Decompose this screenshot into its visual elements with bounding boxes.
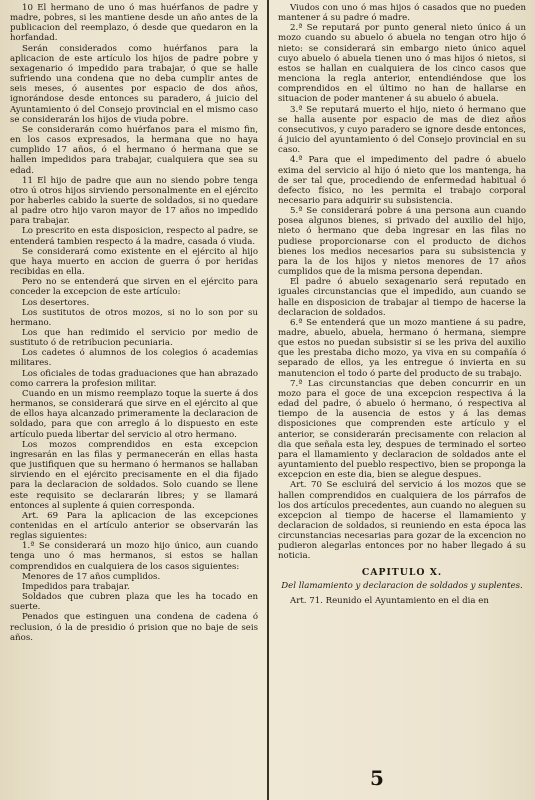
paragraph: Lo prescrito en esta disposicion, respecto al padre, se entenderá tambien respecto á la madre, casada ó viuda. <box>10 226 258 247</box>
paragraph: Pero no se entenderá que sirven en el ejército para conceder la excepcion de este artículo: <box>10 277 258 298</box>
signature-mark: 5 <box>370 766 384 790</box>
chapter-title: CAPITULO X. <box>361 566 443 578</box>
paragraph: 3.ª Se reputará muerto el hijo, nieto ó hermano que se halla ausente por espacio de mas de diez años consecutivos, y cuyo paradero se ignore desde entonces, á juicio del ayuntamiento ó del Consejo provincial en su caso. <box>278 104 526 156</box>
paragraph: 4.ª Para que el impedimento del padre ó abuelo exima del servicio al hijo ó nieto que los mantenga, ha de ser tal que, procediendo de enfermedad habitual ó defecto físico, no les permita el trabajo corporal necesario para adquirir su subsistencia. <box>278 155 526 206</box>
paragraph: 1.ª Se considerará un mozo hijo único, aun cuando tenga uno ó mas hermanos, si estos se hallan comprendidos en cualquiera de los casos siguientes: <box>10 541 258 572</box>
paragraph: El padre ó abuelo sexagenario será reputado en iguales circunstancias que el impedido, aun cuando se halle en disposicion de trabajar al tiempo de hacerse la declaracion de soldados. <box>278 277 526 318</box>
paragraph: 7.ª Las circunstancias que deben concurrir en un mozo para el goce de una excepcion respectiva á la edad del padre, ó abuelo ó hermano, ó respectiva al tiempo de la ausencia de estos y á las demas disposiciones que comprenden este artículo y el anterior, se considerarán precisamente con relacion al dia que señala esta ley, despues de terminado el sorteo para el llamamiento y declaracion de soldados ante el ayuntamiento del pueblo respectivo, bien se proponga la excepcion en este dia, bien se alegue despues. <box>278 378 526 481</box>
article-71-line: Art. 71. Reunido el Ayuntamiento en el dia en <box>290 595 489 606</box>
paragraph: Se considerarán como huérfanos para el mismo fin, en los casos expresados, la hermana que no haya cumplido 17 años, ó el hermano ó hermana que se hallen impedidos para trabajar, cualquiera que sea su edad. <box>10 124 258 176</box>
paragraph: Art. 69 Para la aplicacion de las excepciones contenidas en el artículo anterior se observarán las reglas siguientes: <box>10 510 258 542</box>
paragraph: Viudos con uno ó mas hijos ó casados que no pueden mantener á su padre ó madre. <box>278 3 526 24</box>
chapter-subtitle: Del llamamiento y declaracion de soldados y suplentes. <box>281 580 523 591</box>
paragraph: Los desertores. <box>22 297 90 308</box>
paragraph: Se considerará como existente en el ejército al hijo que haya muerto en accion de guerra ó por heridas recibidas en ella. <box>10 246 258 278</box>
paragraph: 5.ª Se considerará pobre á una persona aun cuando posea algunos bienes, si privado del auxilio del hijo, nieto ó hermano que deba ingresar en las filas no pudiese proporcionarse con el producto de dichos bienes los medios necesarios para su subsistencia y para la de los hijos y nietos menores de 17 años cumplidos que de la misma persona dependan. <box>278 206 526 278</box>
paragraph: Cuando en un mismo reemplazo toque la suerte á dos hermanos, se considerará que sirve en el ejército al que de ellos haya alcanzado primeramente la declaracion de soldado, para que con arreglo á lo dispuesto en este artículo pueda libertar del servicio al otro hermano. <box>10 388 258 440</box>
paragraph: 10 El hermano de uno ó mas huérfanos de padre y madre, pobres, si les mantiene desde un año antes de la publicacion del reemplazo, ó desde que quedaron en la horfandad. <box>10 3 258 44</box>
left-text-column <box>10 3 258 793</box>
paragraph: Serán considerados como huérfanos para la aplicacion de este artículo los hijos de padre pobre y sexagenario ó impedido para trabajar, ó que se halle sufriendo una condena que no deba cumplir antes de seis meses, ó ausentes por espacio de dos años, ignorándose desde entonces su paradero, á juicio del Ayuntamiento ó del Consejo provincial en el mismo caso se considerarán los hijos de viuda pobre. <box>10 43 258 125</box>
paragraph: Art. 70 Se escluirá del servicio á los mozos que se hallen comprendidos en cualquiera de los párrafos de los dos artículos precedentes, aun cuando no aleguen su excepcion al tiempo de hacerse el llamamiento y declaracion de soldados, si reuniendo en esta época las circunstancias necesarias para gozar de la excencion no pudieron alegarlas entonces por no haber llegado á su noticia. <box>278 480 526 562</box>
paragraph: 2.ª Se reputará por punto general nieto único á un mozo cuando su abuelo ó abuela no tengan otro hijo ó nieto: se considerará sin embargo nieto único aquel cuyo abuelo ó abuela tienen uno ó mas hijos ó nietos, si estos se hallan en cualquiera de los cinco casos que menciona la regla anterior, entendiéndose que los comprendidos en el último no han de hallarse en situacion de poder mantener á su abuelo ó abuela. <box>278 23 526 105</box>
paragraph: Impedidos para trabajar. <box>22 581 130 592</box>
paragraph: Los sustitutos de otros mozos, si no lo son por su hermano. <box>10 307 258 328</box>
paragraph: Soldados que cubren plaza que les ha tocado en suerte. <box>10 592 258 613</box>
paragraph: Los que han redimido el servicio por medio de sustituto ó de retribucion pecuniaria. <box>10 328 258 349</box>
paragraph: Los oficiales de todas graduaciones que han abrazado como carrera la profesion militar. <box>10 368 258 389</box>
paragraph: Penados que estinguen una condena de cadena ó reclusion, ó la de presidio ó prision que no baje de seis años. <box>10 612 258 643</box>
right-paragraphs <box>278 3 526 562</box>
paragraph: Los mozos comprendidos en esta excepcion ingresarán en las filas y permanecerán en ellas hasta que justifiquen que su hermano ó hermanos se hallaban sirviendo en el ejército precisamente en el dia fijado para la declaracion de soldados. Solo cuando se llene este requisito se declararán libres; y se llamará entonces al suplente á quien corresponda. <box>10 439 258 511</box>
paragraph: 11 El hijo de padre que aun no siendo pobre tenga otro ú otros hijos sirviendo personalmente en el ejército por haberles cabido la suerte de soldados, si no quedare al padre otro hijo varon mayor de 17 años no impedido para trabajar. <box>10 175 258 227</box>
right-text-column <box>278 3 526 793</box>
paragraph: Menores de 17 años cumplidos. <box>22 571 161 582</box>
column-divider <box>267 0 269 800</box>
paragraph: Los cadetes ó alumnos de los colegios ó academias militares. <box>10 348 258 369</box>
paragraph: 6.ª Se entenderá que un mozo mantiene á su padre, madre, abuelo, abuela, hermano ó hermana, siempre que estos no puedan subsistir si se les priva del auxilio que les prestaba dicho mozo, ya viva en su compañía ó separado de ellos, ya les entregue ó invierta en su manutencion el todo ó parte del producto de su trabajo. <box>278 317 526 379</box>
